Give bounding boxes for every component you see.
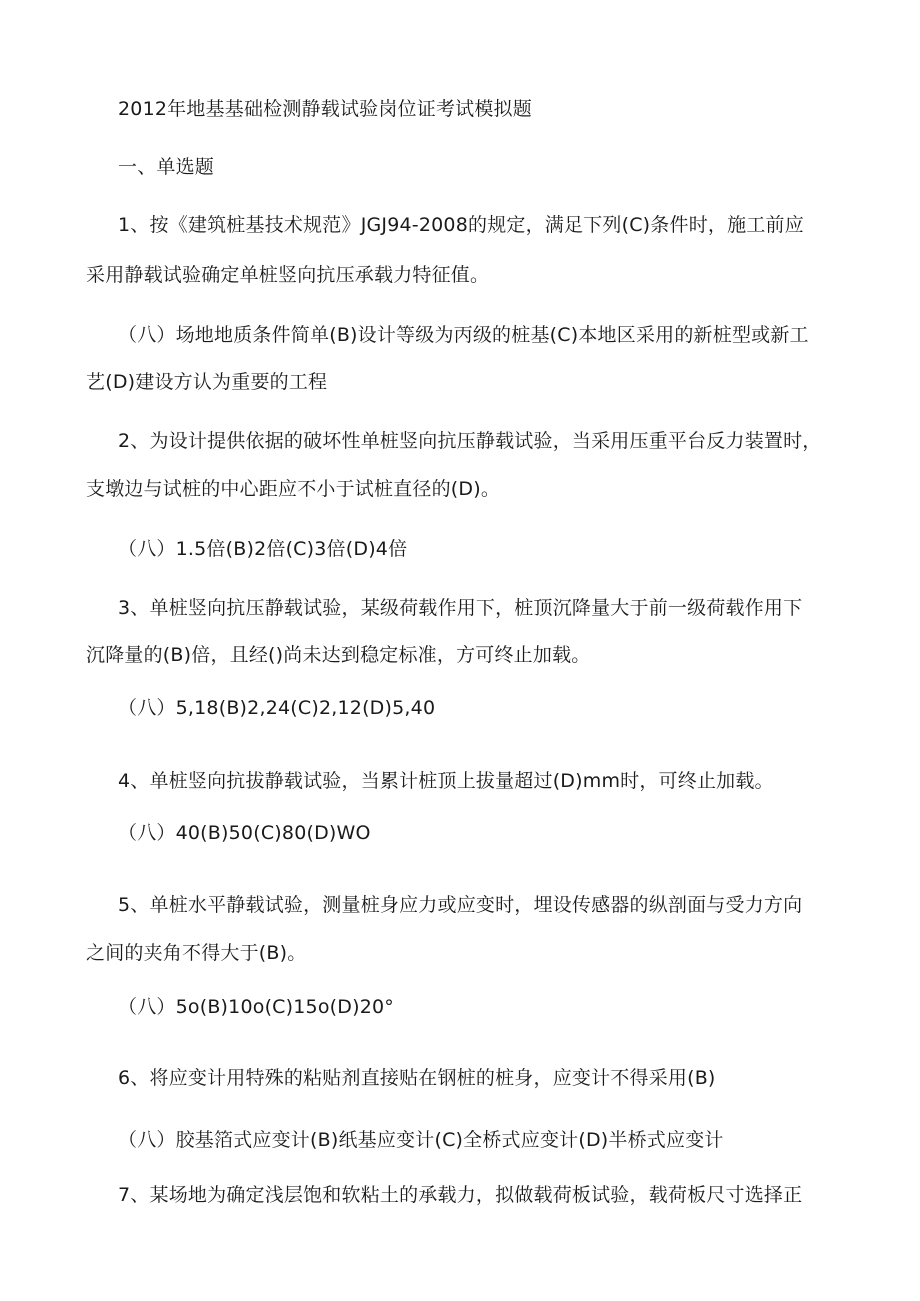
question-6-line-1: 6、将应变计用特殊的粘贴剂直接贴在钢桩的桩身，应变计不得采用(B): [118, 1067, 716, 1089]
question-7-line-1: 7、某场地为确定浅层饱和软粘土的承载力，拟做载荷板试验，载荷板尺寸选择正: [118, 1184, 803, 1206]
question-5-line-1: 5、单桩水平静载试验，测量桩身应力或应变时，埋设传感器的纵剖面与受力方向: [118, 894, 803, 916]
question-2-options: （八）1.5倍(B)2倍(C)3倍(D)4倍: [118, 538, 408, 560]
question-4-options: （八）40(B)50(C)80(D)WO: [118, 822, 371, 844]
question-3-line-2: 沉降量的(B)倍，且经()尚未达到稳定标准，方可终止加载。: [86, 644, 591, 666]
question-1-options-line-2: 艺(D)建设方认为重要的工程: [86, 371, 328, 393]
question-2-line-2: 支墩边与试桩的中心距应不小于试桩直径的(D)。: [86, 478, 501, 500]
question-1-line-2: 采用静载试验确定单桩竖向抗压承载力特征值。: [86, 264, 490, 286]
document-title: 2012年地基基础检测静载试验岗位证考试模拟题: [118, 98, 532, 120]
question-4-line-1: 4、单桩竖向抗拔静载试验，当累计桩顶上拔量超过(D)mm时，可终止加载。: [118, 770, 774, 792]
question-6-options: （八）胶基箔式应变计(B)纸基应变计(C)全桥式应变计(D)半桥式应变计: [118, 1129, 724, 1151]
question-3-options: （八）5,18(B)2,24(C)2,12(D)5,40: [118, 697, 436, 719]
question-1-options-line-1: （八）场地地质条件简单(B)设计等级为丙级的桩基(C)本地区采用的新桩型或新工: [118, 324, 809, 346]
question-5-line-2: 之间的夹角不得大于(B)。: [86, 942, 307, 964]
question-1-line-1: 1、按《建筑桩基技术规范》JGJ94-2008的规定，满足下列(C)条件时，施工前应: [118, 214, 804, 236]
question-2-line-1: 2、为设计提供依据的破坏性单桩竖向抗压静载试验，当采用压重平台反力装置时，: [118, 430, 822, 452]
section-heading: 一、单选题: [118, 156, 215, 178]
question-5-options: （八）5o(B)10o(C)15o(D)20°: [118, 996, 394, 1018]
question-3-line-1: 3、单桩竖向抗压静载试验，某级荷载作用下，桩顶沉降量大于前一级荷载作用下: [118, 597, 803, 619]
